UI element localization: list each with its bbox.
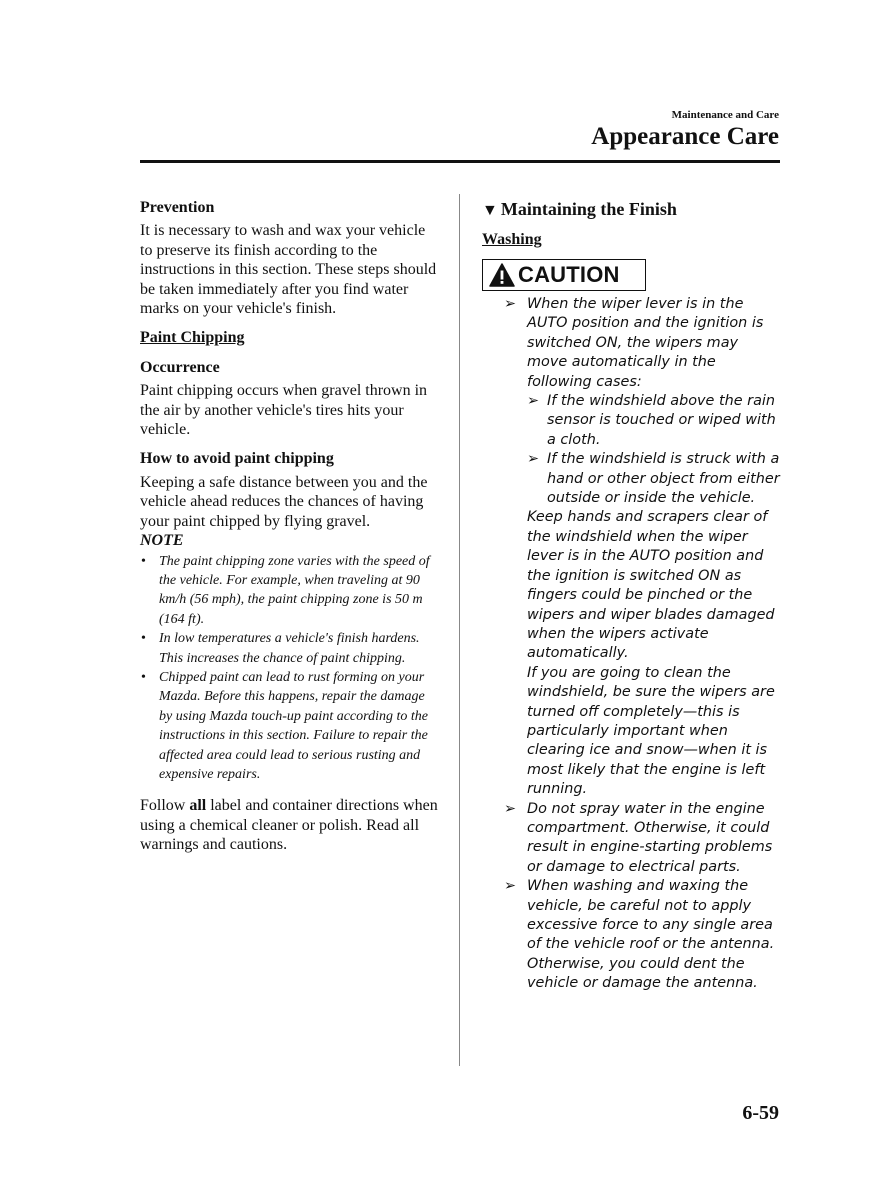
note-item	[140, 629, 440, 668]
arrow-bullet-icon: ➢	[527, 451, 540, 468]
header-rule	[140, 160, 780, 163]
section-label: Maintenance and Care	[671, 109, 779, 121]
note-item	[140, 552, 440, 630]
caution-item	[482, 800, 782, 878]
caution-item-text: Do not spray water in the engine compartment. Otherwise, it could result in engine-starting problems or damage to electrical parts.	[527, 800, 773, 875]
finish-heading	[482, 198, 782, 222]
caution-paragraph: Keep hands and scrapers clear of the windshield when the wiper lever is in the AUTO position and the ignition is switched ON as fingers could be pinched or the wipers and wiper blades damaged when the wipers activate automatically.	[527, 509, 775, 662]
caution-item-text: When washing and waxing the vehicle, be careful not to apply excessive force to any single area of the vehicle roof or the antenna. Otherwise, you could dent the vehicle or damage the antenna.	[527, 878, 775, 992]
caution-item	[482, 877, 782, 993]
paint-chipping-heading: Paint Chipping	[140, 329, 245, 347]
finish-heading-text: Maintaining the Finish	[500, 199, 677, 219]
caution-item	[482, 295, 782, 392]
note-text: In low temperatures a vehicle's finish hardens. This increases the chance of paint chipping.	[159, 631, 420, 666]
arrow-bullet-icon: ➢	[504, 296, 517, 312]
follow-text-start: Follow	[140, 797, 190, 815]
washing-heading: Washing	[482, 231, 542, 248]
occurrence-heading: Occurrence	[140, 358, 220, 376]
bullet-icon: •	[141, 631, 146, 647]
warning-triangle-icon	[489, 263, 515, 287]
caution-paragraph: If you are going to clean the windshield, be sure the wipers are turned off completely—this is particularly important when clearing ice and snow—when it is most likely that the engine is left running.	[527, 664, 775, 798]
caution-body	[482, 295, 782, 994]
caution-subitem	[482, 450, 782, 508]
avoid-heading: How to avoid paint chipping	[140, 450, 334, 468]
follow-text-end: label and container directions when using a chemical cleaner or polish. Read all warnings and cautions.	[140, 797, 438, 854]
left-column	[140, 198, 440, 855]
prevention-text: It is necessary to wash and wax your vehicle to preserve its finish according to the instructions in this section. These steps should be taken immediately after you find water marks on your vehicle's finish.	[140, 222, 437, 318]
caution-box	[482, 259, 646, 291]
occurrence-text: Paint chipping occurs when gravel thrown in the air by another vehicle's tires hits your vehicle.	[140, 382, 428, 439]
follow-text	[140, 796, 440, 854]
bullet-icon: •	[141, 669, 146, 685]
caution-subitem-text: If the windshield above the rain sensor is touched or wiped with a cloth.	[547, 393, 776, 448]
column-divider	[459, 194, 460, 1066]
note-list	[140, 552, 440, 785]
right-column	[482, 198, 782, 994]
follow-text-bold: all	[189, 797, 207, 815]
arrow-bullet-icon: ➢	[504, 878, 517, 895]
page-title: Appearance Care	[591, 123, 779, 150]
note-text: Chipped paint can lead to rust forming on your Mazda. Before this happens, repair the damage by using Mazda touch-up paint according to the instructions in this section. Failure to repair the affected area could lead to serious rusting and expensive repairs.	[159, 669, 428, 782]
caution-subitem	[482, 392, 782, 450]
caution-subitem-text: If the windshield is struck with a hand or other object from either outside or inside the vehicle.	[547, 451, 780, 507]
page-number: 6-59	[742, 1102, 779, 1124]
note-text: The paint chipping zone varies with the speed of the vehicle. For example, when traveling at 90 km/h (56 mph), the paint chipping zone is 50 m (164 ft).	[159, 553, 430, 627]
prevention-heading: Prevention	[140, 199, 215, 216]
avoid-text: Keeping a safe distance between you and the vehicle ahead reduces the chances of having your paint chipped by flying gravel.	[140, 473, 428, 530]
triangle-down-icon: ▼	[482, 202, 498, 219]
bullet-icon: •	[141, 553, 146, 569]
note-title: NOTE	[140, 532, 184, 550]
note-item	[140, 668, 440, 784]
arrow-bullet-icon: ➢	[504, 800, 517, 817]
caution-label: CAUTION	[518, 262, 620, 287]
arrow-bullet-icon: ➢	[527, 393, 540, 410]
caution-item-text: When the wiper lever is in the AUTO position and the ignition is switched ON, the wipers may move automatically in the following cases:	[527, 296, 764, 390]
